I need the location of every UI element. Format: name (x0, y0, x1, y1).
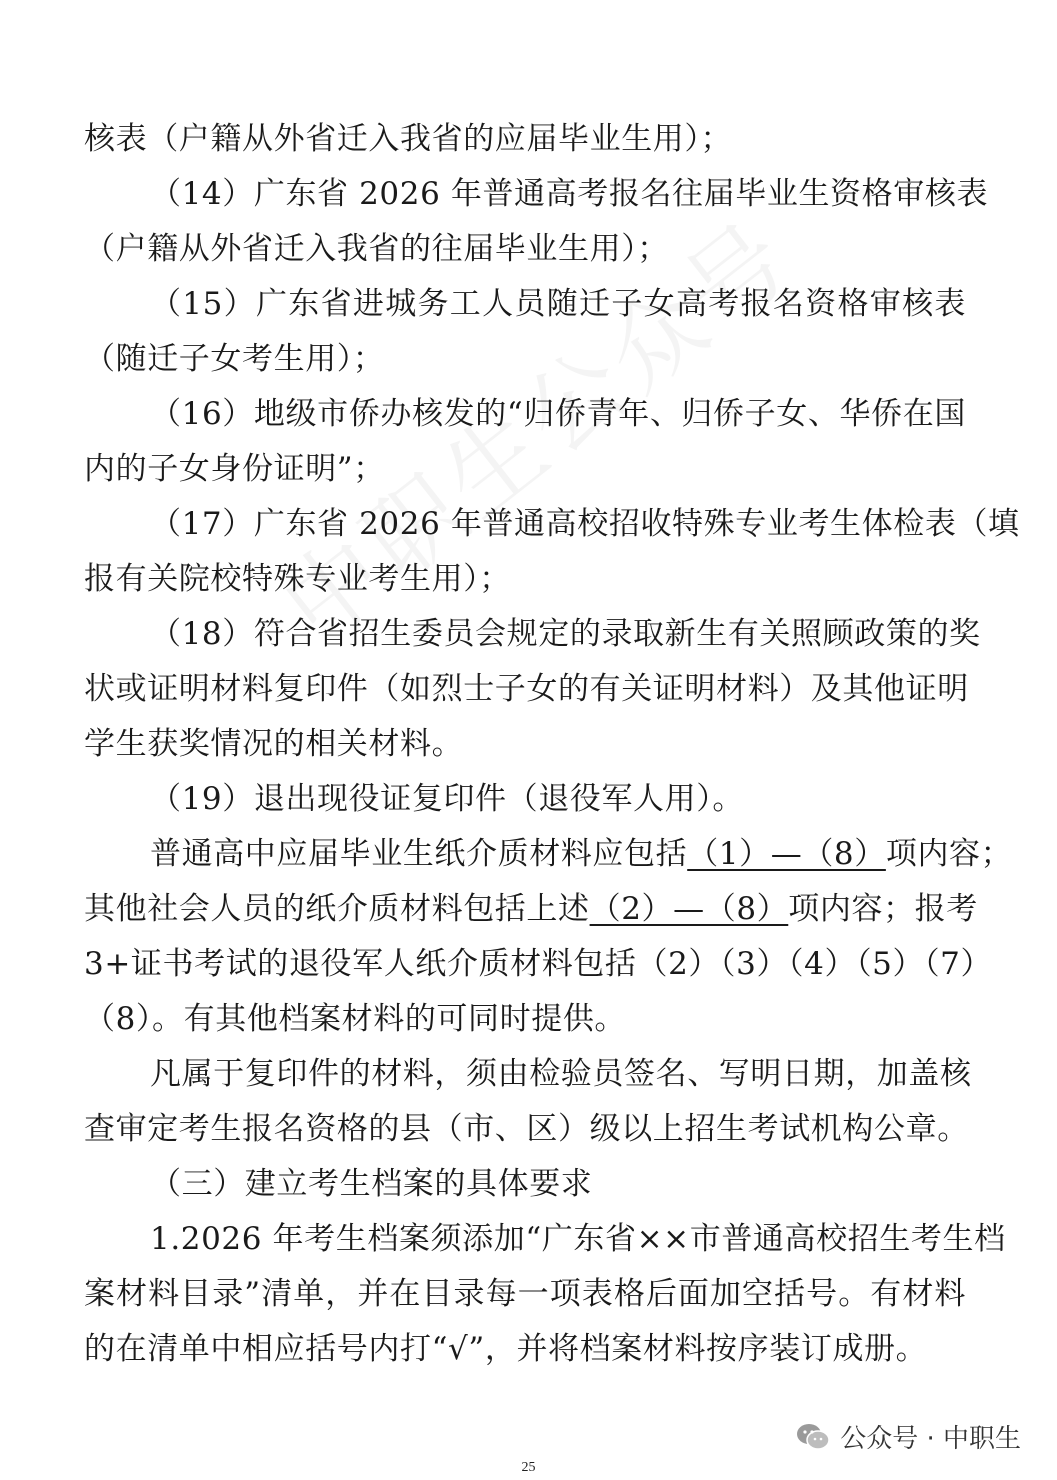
page-number: 25 (521, 1460, 536, 1475)
text-segment: 3+证书考试的退役军人纸介质材料包括（2）（3）（4）（5）（7） (84, 946, 993, 982)
text-line (84, 724, 966, 764)
text-segment: （18）符合省招生委员会规定的录取新生有关照顾政策的奖 (150, 616, 981, 652)
text-segment: 其他社会人员的纸介质材料包括上述 (84, 891, 590, 927)
text-segment: 凡属于复印件的材料，须由检验员签名、写明日期，加盖核 (150, 1056, 972, 1092)
text-line (150, 614, 981, 654)
text-segment: 核表（户籍从外省迁入我省的应届毕业生用）； (84, 121, 733, 157)
text-segment: 内的子女身份证明”； (84, 451, 385, 487)
text-segment: 普通高中应届毕业生纸介质材料应包括 (150, 836, 688, 872)
text-segment: 的在清单中相应括号内打“√”，并将档案材料按序装订成册。 (84, 1331, 928, 1367)
text-line (84, 339, 966, 379)
text-line (84, 229, 966, 269)
text-line (84, 889, 978, 929)
footer-brand (796, 1418, 1021, 1455)
text-line (150, 834, 1013, 874)
text-segment: （三）建立考生档案的具体要求 (150, 1166, 593, 1202)
text-segment: （户籍从外省迁入我省的往届毕业生用）； (84, 231, 669, 267)
text-segment: 项内容；报考 (788, 891, 978, 927)
text-segment: （14）广东省 2026 年普通高考报名往届毕业生资格审核表 (150, 176, 989, 212)
text-line (150, 394, 966, 434)
footer-brand-label: 公众号 · 中职生 (840, 1424, 1021, 1454)
text-segment: （随迁子女考生用）； (84, 341, 385, 377)
text-line (84, 1274, 966, 1314)
text-line (150, 284, 966, 324)
wechat-icon (796, 1423, 830, 1451)
text-segment: 学生获奖情况的相关材料。 (84, 726, 464, 762)
text-line (150, 779, 966, 819)
section-heading (150, 1164, 966, 1204)
text-line (84, 1329, 966, 1369)
text-line (84, 944, 993, 984)
text-line (84, 1109, 969, 1149)
text-segment: 报有关院校特殊专业考生用）； (84, 561, 511, 597)
text-line (84, 559, 966, 599)
text-segment: 状或证明材料复印件（如烈士子女的有关证明材料）及其他证明 (84, 671, 969, 707)
text-segment: （19）退出现役证复印件（退役军人用）。 (150, 781, 744, 817)
text-segment: 项内容； (885, 836, 1013, 872)
text-line (84, 669, 969, 709)
text-segment: （15）广东省进城务工人员随迁子女高考报名资格审核表 (150, 286, 966, 322)
underlined-text: （2）—（8） (589, 891, 789, 927)
text-line (150, 174, 989, 214)
text-segment: （8）。有其他档案材料的可同时提供。 (84, 1001, 627, 1037)
text-line (150, 1054, 972, 1094)
text-line (150, 504, 1020, 544)
text-segment: 查审定考生报名资格的县（市、区）级以上招生考试机构公章。 (84, 1111, 969, 1147)
text-line (150, 1219, 1006, 1259)
text-segment: 1.2026 年考生档案须添加“广东省××市普通高校招生考生档 (150, 1221, 1006, 1257)
text-segment: （16）地级市侨办核发的“归侨青年、归侨子女、华侨在国 (150, 396, 966, 432)
text-line (84, 119, 966, 159)
text-line (84, 999, 966, 1039)
text-line (84, 449, 966, 489)
text-segment: （17）广东省 2026 年普通高校招收特殊专业考生体检表（填 (150, 506, 1020, 542)
underlined-text: （1）—（8） (687, 836, 886, 872)
text-segment: 案材料目录”清单，并在目录每一项表格后面加空括号。有材料 (84, 1276, 966, 1312)
